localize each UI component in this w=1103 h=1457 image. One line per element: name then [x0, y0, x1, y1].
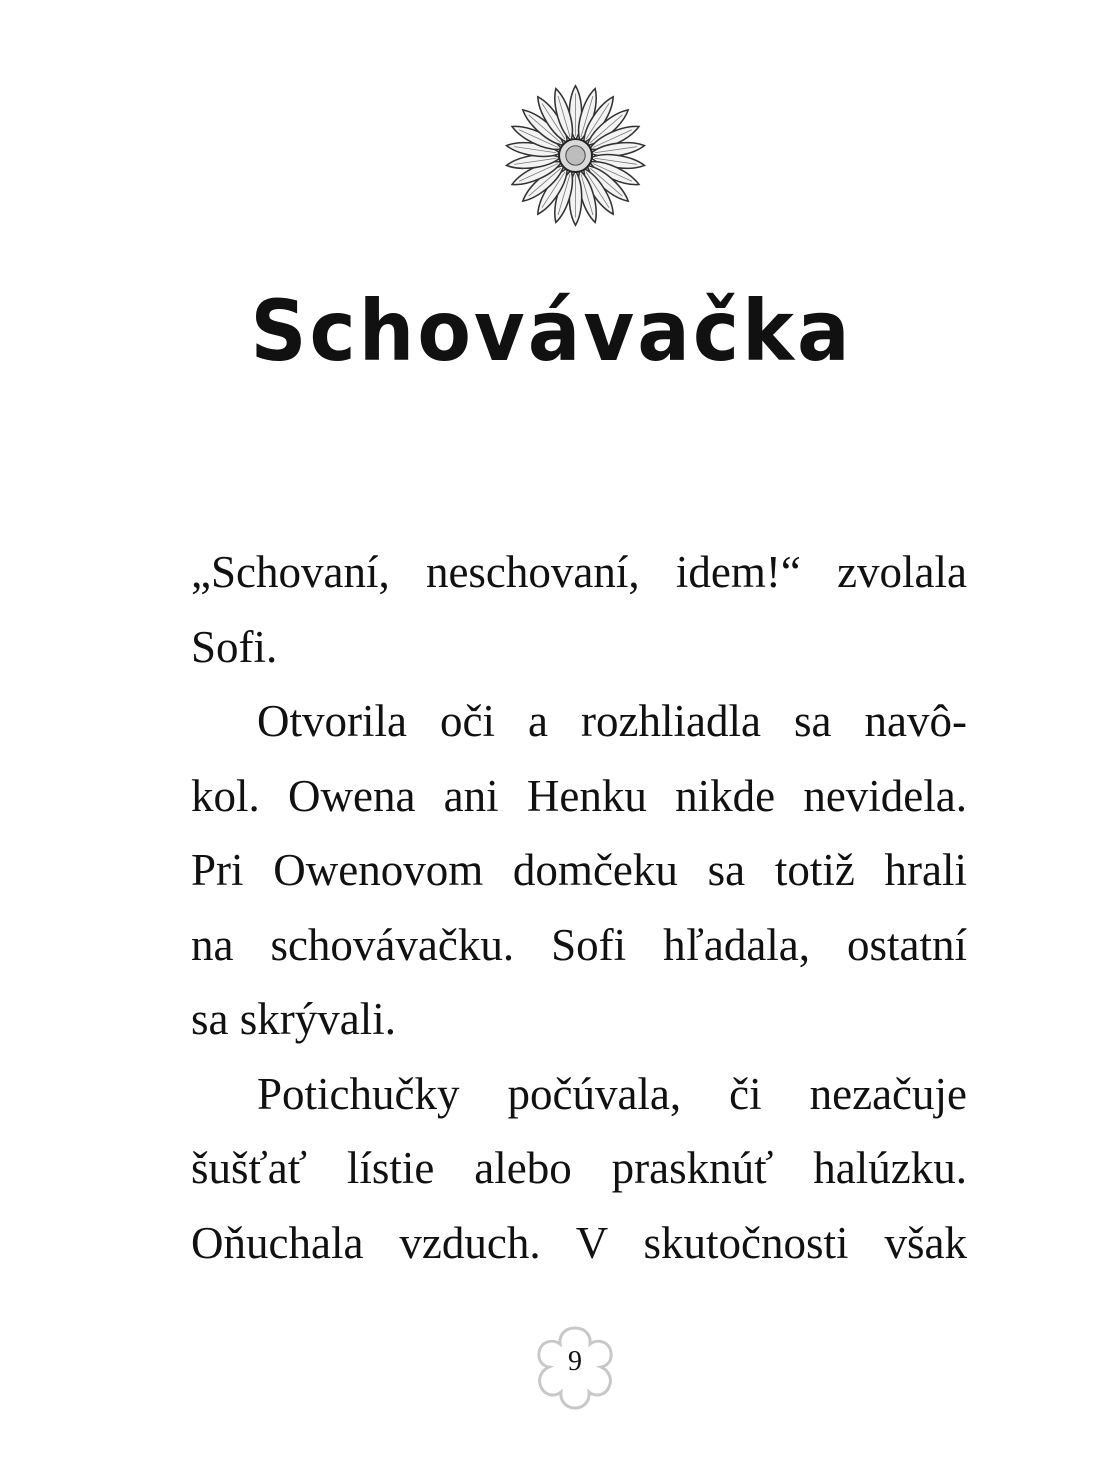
- text-line: Sofi.: [191, 621, 278, 672]
- text-line: sa skrývali.: [191, 994, 396, 1044]
- text-line: „Schovaní, neschovaní, idem!“ zvolala: [191, 547, 967, 597]
- text-line: Otvorila oči a rozhliadla sa navô-: [257, 696, 967, 746]
- text-line: Pri Owenovom domčeku sa totiž hrali: [191, 845, 967, 895]
- chapter-title: Schovávačka: [250, 283, 853, 381]
- page-number: 9: [568, 1346, 582, 1377]
- text-line: na schovávačku. Sofi hľadala, ostatní: [191, 919, 967, 970]
- daisy-flower-icon: [498, 78, 653, 233]
- text-line: Oňuchala vzduch. V skutočnosti však: [191, 1217, 967, 1268]
- body-text: [191, 535, 967, 1280]
- page-number-badge: [528, 1320, 622, 1414]
- text-line: Potichučky počúvala, či nezačuje: [257, 1068, 967, 1119]
- text-line: šušťať lístie alebo prasknúť halúzku.: [191, 1143, 967, 1193]
- text-line: kol. Owena ani Henku nikde nevidela.: [191, 770, 967, 821]
